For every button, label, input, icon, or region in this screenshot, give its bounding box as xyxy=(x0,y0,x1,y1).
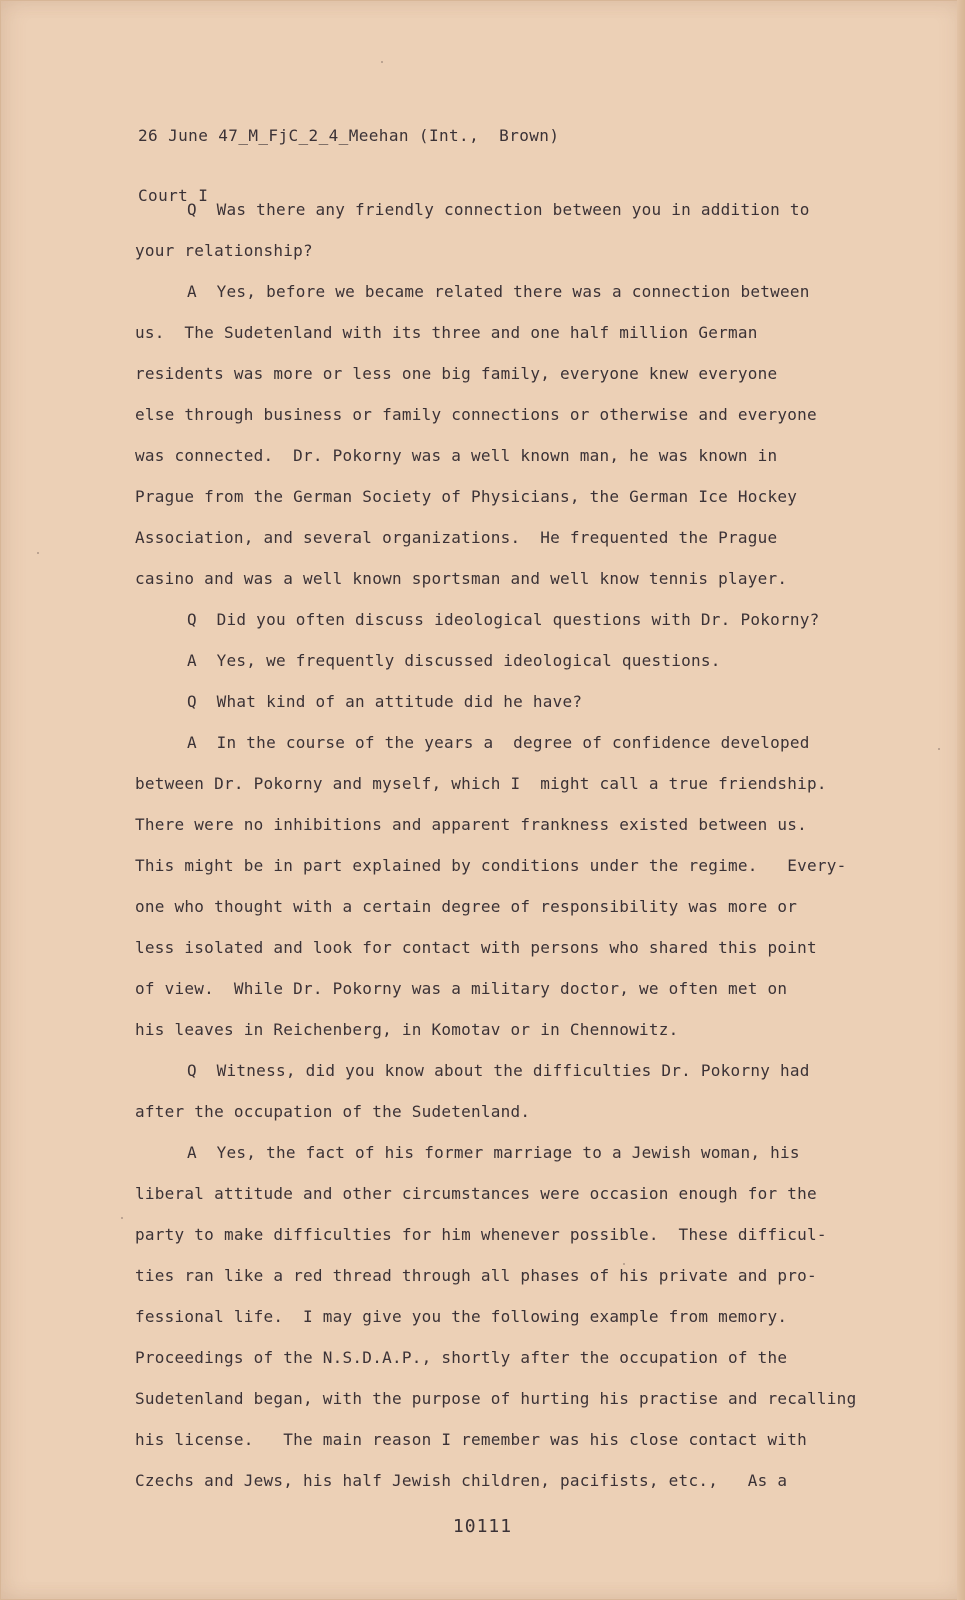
transcript-line: Q What kind of an attitude did he have? xyxy=(187,692,583,711)
transcript-line: Q Was there any friendly connection between you in addition to xyxy=(187,200,810,219)
paper-speck xyxy=(938,748,940,750)
paper-speck xyxy=(121,1217,123,1219)
transcript-line: Prague from the German Society of Physicians, the German Ice Hockey xyxy=(135,487,798,506)
paper-speck xyxy=(37,552,39,554)
transcript-line: This might be in part explained by conditions under the regime. Every- xyxy=(135,856,847,875)
page-number: 10111 xyxy=(452,1516,513,1537)
transcript-line: fessional life. I may give you the following example from memory. xyxy=(135,1307,788,1326)
transcript-line: his leaves in Reichenberg, in Komotav or in Chennowitz. xyxy=(135,1020,679,1039)
transcript-line: one who thought with a certain degree of responsibility was more or xyxy=(135,897,798,916)
transcript-line: A In the course of the years a degree of confidence developed xyxy=(187,733,810,752)
transcript-line: There were no inhibitions and apparent frankness existed between us. xyxy=(135,815,808,834)
transcript-line: us. The Sudetenland with its three and one half million German xyxy=(135,323,758,342)
transcript-line: residents was more or less one big family, everyone knew everyone xyxy=(135,364,778,383)
transcript-line: party to make difficulties for him whenever possible. These difficul- xyxy=(135,1225,827,1244)
transcript-line: his license. The main reason I remember was his close contact with xyxy=(135,1430,808,1449)
transcript-line: Czechs and Jews, his half Jewish children, pacifists, etc., As a xyxy=(135,1471,788,1490)
transcript-line: ties ran like a red thread through all phases of his private and pro- xyxy=(135,1266,817,1285)
transcript-line: of view. While Dr. Pokorny was a military doctor, we often met on xyxy=(135,979,788,998)
transcript-line: was connected. Dr. Pokorny was a well known man, he was known in xyxy=(135,446,778,465)
transcript-line: liberal attitude and other circumstances were occasion enough for the xyxy=(135,1184,817,1203)
transcript-line: A Yes, we frequently discussed ideological questions. xyxy=(187,651,721,670)
transcript-line: between Dr. Pokorny and myself, which I might call a true friendship. xyxy=(135,774,827,793)
transcript-line: Association, and several organizations. He frequented the Prague xyxy=(135,528,778,547)
transcript-line: Q Did you often discuss ideological questions with Dr. Pokorny? xyxy=(187,610,820,629)
transcript-line: Sudetenland began, with the purpose of hurting his practise and recalling xyxy=(135,1389,857,1408)
transcript-line: Proceedings of the N.S.D.A.P., shortly after the occupation of the xyxy=(135,1348,788,1367)
transcript-line: less isolated and look for contact with persons who shared this point xyxy=(135,938,817,957)
transcript-line: after the occupation of the Sudetenland. xyxy=(135,1102,531,1121)
transcript-body xyxy=(135,189,890,1501)
header-line-1: 26 June 47_M_FjC_2_4_Meehan (Int., Brown) xyxy=(138,126,560,145)
paper-speck xyxy=(381,61,383,63)
transcript-line: your relationship? xyxy=(135,241,313,260)
transcript-line: else through business or family connections or otherwise and everyone xyxy=(135,405,817,424)
transcript-line: A Yes, before we became related there was a connection between xyxy=(187,282,810,301)
paper-edge xyxy=(957,0,965,1600)
transcript-line: Q Witness, did you know about the difficulties Dr. Pokorny had xyxy=(187,1061,810,1080)
transcript-line: A Yes, the fact of his former marriage to a Jewish woman, his xyxy=(187,1143,800,1162)
paper-speck xyxy=(623,1263,625,1265)
header-line-2: Court I xyxy=(138,186,209,205)
transcript-line: casino and was a well known sportsman and well know tennis player. xyxy=(135,569,788,588)
